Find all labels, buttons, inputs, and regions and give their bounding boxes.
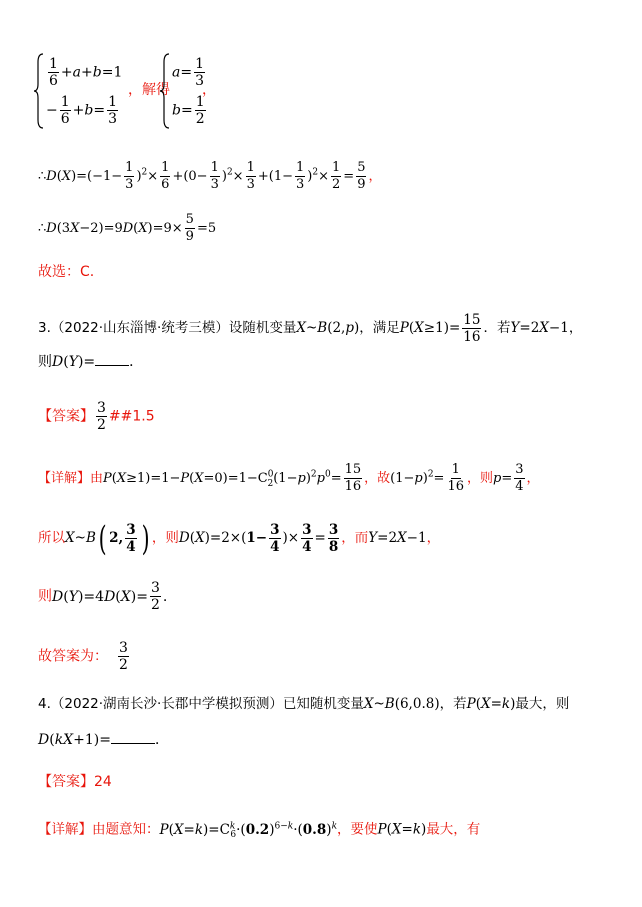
q3-text2: ，满足 xyxy=(359,320,400,336)
detail-label: 【详解】 xyxy=(38,821,92,838)
q3-l2-d: ， xyxy=(426,530,441,546)
q3-l2-b: ，则 xyxy=(151,530,179,546)
left-brace-icon xyxy=(34,52,44,130)
q3-d3: ，则 xyxy=(467,471,494,486)
answer-blank xyxy=(95,365,129,366)
q3-line2-pre: 则 xyxy=(38,354,52,370)
q3-text1: 设随机变量 xyxy=(228,320,297,336)
q3-text3: ．若 xyxy=(483,320,511,336)
solve-text: 解得 xyxy=(142,82,170,98)
q4-text2: ，若 xyxy=(439,696,467,712)
q3-l3: 则 xyxy=(38,588,52,605)
answer-blank xyxy=(111,743,155,744)
variance-3x-line: ∴D(3X−2)=9D(X)=9× $\frac{5}{9}$ =5 xyxy=(38,212,217,244)
q4-d1: 由题意知： xyxy=(92,821,160,838)
question-4-line1: 4.（2022·湖南长沙·长郡中学模拟预测）已知随机变量X~B(6,0.8)，若P(X=k)最大，则 xyxy=(38,696,570,712)
question-4-number: 4. xyxy=(38,696,51,712)
q3-detail-line1: 【详解】由$P(X\ge 1)=1-P(X=0)=1-C^0_2(1-p)^2p^0=$ $\frac{15}{16}$ ，故$(1-p)^2=$ $\frac{1}{16}$ ，则p= $\frac{3}{4}$ ， xyxy=(38,462,540,494)
q4-answer xyxy=(38,772,112,792)
answer-label: 【答案】 xyxy=(38,774,94,790)
question-4-line2: D(kX+1)= ． xyxy=(38,732,169,748)
q4-d3: 最大，有 xyxy=(426,821,481,838)
variance-calc-line: ∴D(X)=(−1− $\frac{1}{3}$ )$^2$× $\frac{1}{6}$ +(0− $\frac{1}{3}$ )$^2$× $\frac{1}{3}$ +(1− $\frac{1}{3}$ )$^2$× $\frac{1}{2}$ = $\frac{5}{9}$ ， xyxy=(38,160,382,192)
equation-system-1: $\frac{1}{6}$ +a+b=1 − $\frac{1}{6}$ +b= $\frac{1}{3}$ xyxy=(34,52,126,130)
question-3-line2: 则D(Y)= ． xyxy=(38,354,144,370)
system2-tail: ， xyxy=(202,82,216,98)
q4-text3: 最大，则 xyxy=(515,696,570,712)
q4-line2-post: ． xyxy=(155,732,169,748)
answer-label: 【答案】 xyxy=(38,408,94,425)
equation-system-2: a= $\frac{1}{3}$ b= $\frac{1}{2}$ xyxy=(160,52,220,130)
q3-l2-a: 所以 xyxy=(38,530,65,546)
q3-text4: ， xyxy=(568,320,583,336)
answer-alt: ##1.5 xyxy=(108,408,155,425)
q3-answer: 【答案】 $\frac{3}{2}$ ##1.5 xyxy=(38,400,155,433)
q3-d4: ， xyxy=(526,471,540,486)
q4-d2: ，要使 xyxy=(337,821,378,838)
q3-detail-line2: 所以X~B( 2, $\frac{3}{4}$ ) ，则D(X)=2×(1− $\frac{3}{4}$ )× $\frac{3}{4}$ = $\frac{3}{8}$ ，而Y=2X−1， xyxy=(38,518,441,559)
detail-label: 【详解】 xyxy=(38,471,91,486)
q3-l2-c: ，而 xyxy=(341,530,369,546)
question-3-line1: 3.（2022·山东淄博·统考三模）设随机变量X~B(2,p)，满足P(X≥1)= $\frac{15}{16}$ ．若Y=2X−1， xyxy=(38,312,583,345)
question-3-number: 3. xyxy=(38,320,51,336)
q3-d1: 由 xyxy=(90,471,104,486)
left-brace-icon xyxy=(160,52,170,130)
answer-c: 故选：C. xyxy=(38,264,95,280)
question-3-source: （2022·山东淄博·统考三模） xyxy=(50,320,229,336)
q3-final-answer: 故答案为： $\frac{3}{2}$ xyxy=(38,640,128,673)
q4-text1: 已知随机变量 xyxy=(282,696,364,712)
answer-value: 24 xyxy=(94,774,112,790)
comma-sep: ， xyxy=(128,82,142,98)
question-4-source: （2022·湖南长沙·长郡中学模拟预测） xyxy=(50,696,283,712)
q3-line2-post: ． xyxy=(129,354,144,370)
q4-detail-line1: 【详解】由题意知：$P(X=k)=C^k_6\cdot(0.2)^{6-k}\cdot(0.8)^k$，要使P(X=k)最大，有 xyxy=(38,821,481,841)
q3-d2: ，故 xyxy=(364,471,391,486)
q3-detail-line3: 则D(Y)=4D(X)= $\frac{3}{2}$ . xyxy=(38,580,168,613)
final-label: 故答案为： xyxy=(38,648,108,665)
